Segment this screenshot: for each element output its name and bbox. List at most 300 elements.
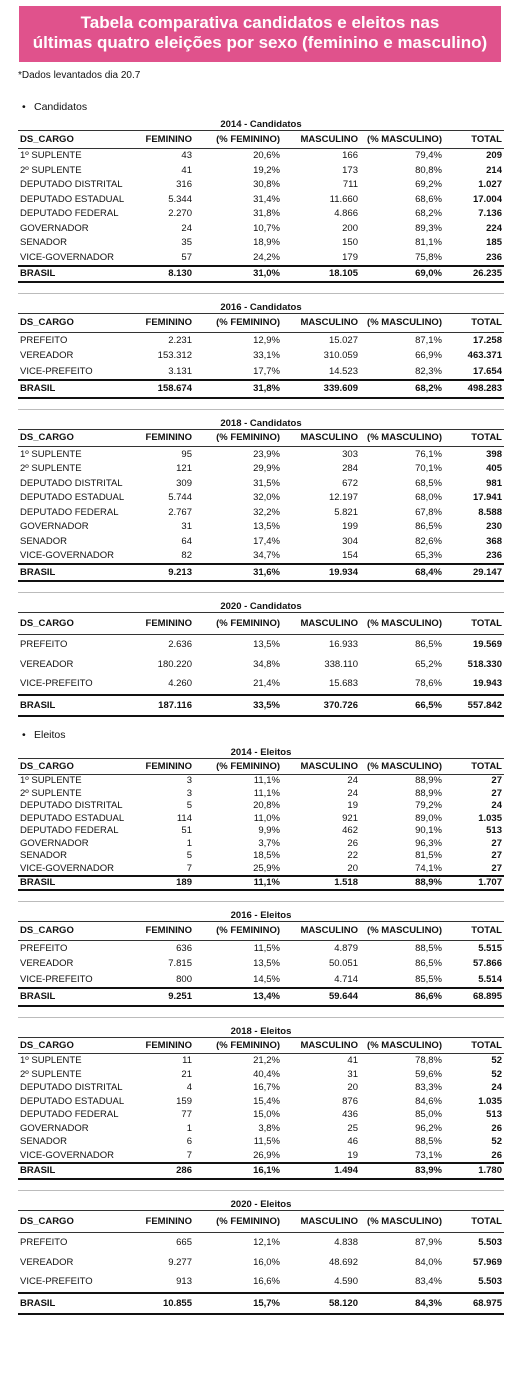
cell-masc: 5.821 [334,506,358,518]
cell-pfem: 17,7% [253,365,280,377]
cell-fem: 95 [181,448,192,460]
cell-cargo: DEPUTADO FEDERAL [20,825,119,837]
cell-pfem: 11,0% [253,812,280,824]
header-row [18,430,504,447]
cell-pmasc: 79,4% [415,150,442,162]
cell-masc: 921 [342,812,358,824]
column-header-cargo: DS_CARGO [18,1038,136,1054]
total-cell-fem: 10.855 [136,1293,194,1315]
column-header-total: TOTAL [444,613,504,635]
table-row [18,1135,504,1149]
cell-pfem: 3,7% [258,837,280,849]
cell-masc: 173 [342,164,358,176]
cell-fem: 2.767 [168,506,192,518]
column-header-total: TOTAL [444,430,504,447]
cell-total: 236 [486,251,502,263]
column-header-masc: MASCULINO [282,1211,360,1233]
total-cell-pmasc: 84,3% [360,1293,444,1315]
column-header-cargo: DS_CARGO [18,759,136,774]
cell-masc: 15.027 [328,334,358,346]
table-row [18,850,504,863]
cell-pmasc: 59,6% [415,1068,442,1080]
table-separator [18,1190,504,1191]
total-cell-pmasc: 86,6% [360,988,444,1006]
cell-fem: 2.270 [168,208,192,220]
column-header-pmasc: (% MASCULINO) [360,430,444,447]
cell-pmasc: 65,3% [415,550,442,562]
total-row-brasil [18,564,504,581]
total-cell-total: 1.707 [444,876,504,891]
cell-pmasc: 68,2% [415,208,442,220]
cell-pfem: 18,5% [253,850,280,862]
cell-masc: 11.660 [329,193,358,205]
column-header-masc: MASCULINO [282,314,360,332]
cell-total: 214 [486,164,502,176]
cell-fem: 35 [181,237,192,249]
table-row [18,520,504,535]
header-row [18,613,504,635]
table-row [18,825,504,838]
data-table [18,302,504,399]
cell-pmasc: 88,9% [415,787,442,799]
cell-pfem: 24,2% [253,251,280,263]
cell-fem: 665 [176,1237,192,1249]
table-separator [18,592,504,593]
cell-total: 185 [486,237,502,249]
cell-pfem: 19,2% [253,164,280,176]
table-row [18,332,504,348]
header-row [18,922,504,940]
cell-fem: 121 [176,463,192,475]
table-row [18,1122,504,1136]
cell-cargo: VICE-PREFEITO [20,1276,93,1288]
cell-fem: 77 [181,1109,192,1121]
total-cell-pfem: 16,1% [194,1163,282,1179]
total-row-brasil [18,1163,504,1179]
cell-masc: 41 [347,1055,358,1067]
cell-masc: 4.590 [334,1276,358,1288]
column-header-pmasc: (% MASCULINO) [360,922,444,940]
cell-pmasc: 82,3% [415,365,442,377]
title-banner [19,6,501,62]
cell-fem: 82 [181,550,192,562]
cell-fem: 636 [176,942,192,954]
total-row-brasil [18,380,504,398]
table-row [18,491,504,506]
cell-pmasc: 76,1% [415,448,442,460]
column-header-pmasc: (% MASCULINO) [360,613,444,635]
cell-total: 5.514 [478,973,502,985]
cell-pfem: 25,9% [253,862,280,874]
column-header-cargo: DS_CARGO [18,922,136,940]
section-label: Eleitos [34,729,66,741]
column-header-total: TOTAL [444,922,504,940]
total-cell-masc: 19.934 [282,564,360,581]
cell-cargo: DEPUTADO ESTADUAL [20,193,125,205]
cell-pmasc: 96,3% [415,837,442,849]
cell-cargo: DEPUTADO ESTADUAL [20,1095,125,1107]
cell-pmasc: 83,4% [415,1276,442,1288]
total-cell-pmasc: 68,2% [360,380,444,398]
cell-total: 24 [491,800,502,812]
cell-masc: 4.879 [334,942,358,954]
cell-total: 52 [491,1136,502,1148]
cell-cargo: 1º SUPLENTE [20,448,82,460]
cell-masc: 24 [347,787,358,799]
cell-pmasc: 68,0% [415,492,442,504]
table-row [18,348,504,364]
cell-total: 5.515 [478,942,502,954]
total-cell-cargo: BRASIL [18,695,136,717]
column-header-fem: FEMININO [136,1038,194,1054]
cell-total: 209 [486,150,502,162]
column-header-pmasc: (% MASCULINO) [360,131,444,148]
table-separator [18,293,504,294]
cell-fem: 57 [181,251,192,263]
cell-cargo: GOVERNADOR [20,222,89,234]
cell-pfem: 14,5% [253,973,280,985]
table-row [18,364,504,381]
cell-cargo: GOVERNADOR [20,521,89,533]
cell-pmasc: 80,8% [415,164,442,176]
table-title: 2014 - Eleitos [18,747,504,759]
cell-cargo: PREFEITO [20,1237,68,1249]
cell-fem: 5.744 [168,492,192,504]
cell-pfem: 32,2% [253,506,280,518]
cell-total: 57.866 [472,958,502,970]
table-separator [18,409,504,410]
cell-total: 52 [491,1055,502,1067]
table-row [18,250,504,266]
header-row [18,1211,504,1233]
cell-masc: 46 [347,1136,358,1148]
table-row [18,462,504,477]
table-row [18,655,504,675]
column-header-pfem: (% FEMININO) [194,613,282,635]
data-table [18,747,504,891]
column-header-fem: FEMININO [136,922,194,940]
cell-pfem: 31,8% [253,208,280,220]
cell-masc: 462 [342,825,358,837]
cell-total: 26 [491,1122,502,1134]
table-row [18,534,504,549]
cell-masc: 4.838 [334,1237,358,1249]
column-header-pfem: (% FEMININO) [194,1038,282,1054]
cell-total: 24 [491,1082,502,1094]
table-row [18,812,504,825]
total-row-brasil [18,266,504,283]
cell-cargo: 2º SUPLENTE [20,1068,82,1080]
cell-total: 398 [486,448,502,460]
cell-pmasc: 88,5% [415,1136,442,1148]
column-header-cargo: DS_CARGO [18,430,136,447]
cell-pmasc: 79,2% [415,800,442,812]
cell-cargo: VICE-GOVERNADOR [20,1149,114,1161]
table-row [18,1081,504,1095]
column-header-pmasc: (% MASCULINO) [360,759,444,774]
cell-pfem: 29,9% [253,463,280,475]
cell-masc: 310.059 [323,350,358,362]
cell-pmasc: 96,2% [415,1122,442,1134]
cell-cargo: DEPUTADO DISTRITAL [20,1082,123,1094]
cell-cargo: SENADOR [20,1136,67,1148]
total-cell-pmasc: 83,9% [360,1163,444,1179]
total-cell-fem: 8.130 [136,266,194,283]
cell-total: 19.569 [472,639,502,651]
cell-pmasc: 81,5% [415,850,442,862]
total-cell-pmasc: 66,5% [360,695,444,717]
cell-pfem: 10,7% [253,222,280,234]
table-row [18,1108,504,1122]
column-header-masc: MASCULINO [282,430,360,447]
table-row [18,956,504,972]
table-row [18,236,504,251]
cell-pmasc: 86,5% [415,639,442,651]
column-header-fem: FEMININO [136,613,194,635]
cell-pfem: 26,9% [253,1149,280,1161]
cell-cargo: VICE-PREFEITO [20,365,93,377]
cell-pmasc: 85,0% [415,1109,442,1121]
header-row [18,759,504,774]
table-row [18,1233,504,1253]
cell-fem: 9.277 [168,1256,192,1268]
table-row [18,674,504,695]
cell-fem: 180.220 [157,658,192,670]
table-title: 2020 - Eleitos [18,1199,504,1211]
title-line-1: Tabela comparativa candidatos e eleitos nas [80,13,440,32]
cell-fem: 2.231 [168,334,192,346]
cell-masc: 4.714 [334,973,358,985]
cell-total: 27 [491,862,502,874]
cell-cargo: PREFEITO [20,942,68,954]
cell-fem: 7 [186,862,192,874]
cell-pfem: 18,9% [253,237,280,249]
table-row [18,862,504,876]
total-row-brasil [18,988,504,1006]
total-cell-fem: 9.251 [136,988,194,1006]
total-cell-masc: 339.609 [282,380,360,398]
total-cell-cargo: BRASIL [18,1293,136,1315]
cell-fem: 5 [186,850,192,862]
data-table [18,418,504,582]
cell-pmasc: 66,9% [415,350,442,362]
cell-cargo: PREFEITO [20,334,68,346]
cell-masc: 150 [342,237,358,249]
cell-masc: 20 [347,862,358,874]
total-cell-total: 557.842 [444,695,504,717]
table-row [18,972,504,989]
total-cell-pmasc: 68,4% [360,564,444,581]
cell-masc: 4.866 [334,208,358,220]
cell-pmasc: 85,5% [415,973,442,985]
cell-fem: 114 [176,812,192,824]
cell-masc: 19 [347,800,358,812]
cell-pfem: 13,5% [253,521,280,533]
table-row [18,1253,504,1273]
cell-pmasc: 78,8% [415,1055,442,1067]
cell-total: 57.969 [472,1256,502,1268]
cell-pfem: 32,0% [253,492,280,504]
column-header-cargo: DS_CARGO [18,613,136,635]
cell-cargo: SENADOR [20,237,67,249]
table-title: 2018 - Eleitos [18,1026,504,1038]
cell-pfem: 12,9% [253,334,280,346]
cell-fem: 24 [181,222,192,234]
cell-total: 17.654 [472,365,502,377]
cell-masc: 711 [342,179,358,191]
total-cell-pfem: 33,5% [194,695,282,717]
cell-pmasc: 65,2% [415,658,442,670]
column-header-cargo: DS_CARGO [18,131,136,148]
cell-pmasc: 86,5% [415,958,442,970]
cell-cargo: 2º SUPLENTE [20,164,82,176]
cell-cargo: 1º SUPLENTE [20,775,82,787]
total-cell-total: 29.147 [444,564,504,581]
cell-masc: 876 [342,1095,358,1107]
column-header-pmasc: (% MASCULINO) [360,1038,444,1054]
cell-fem: 4.260 [168,678,192,690]
table-row [18,800,504,813]
table-row [18,192,504,207]
cell-pfem: 20,6% [253,150,280,162]
column-header-pfem: (% FEMININO) [194,759,282,774]
cell-pmasc: 89,3% [415,222,442,234]
total-cell-pfem: 11,1% [194,876,282,891]
total-cell-cargo: BRASIL [18,266,136,283]
column-header-total: TOTAL [444,314,504,332]
cell-pfem: 11,1% [253,787,280,799]
table-row [18,447,504,462]
table-row [18,837,504,850]
column-header-pfem: (% FEMININO) [194,430,282,447]
column-header-pfem: (% FEMININO) [194,314,282,332]
column-header-masc: MASCULINO [282,613,360,635]
cell-cargo: VEREADOR [20,1256,74,1268]
table-row [18,774,504,787]
cell-cargo: VICE-GOVERNADOR [20,550,114,562]
total-cell-masc: 18.105 [282,266,360,283]
cell-total: 368 [486,535,502,547]
cell-pmasc: 84,0% [415,1256,442,1268]
cell-pmasc: 88,9% [415,775,442,787]
total-cell-cargo: BRASIL [18,876,136,891]
total-cell-masc: 1.518 [282,876,360,891]
cell-pfem: 20,8% [253,800,280,812]
cell-fem: 1 [186,837,192,849]
table-row [18,1068,504,1082]
section-heading-candidatos [22,101,520,113]
cell-pfem: 17,4% [253,535,280,547]
cell-total: 518.330 [467,658,502,670]
cell-pmasc: 87,9% [415,1237,442,1249]
cell-pfem: 33,1% [253,350,280,362]
table-row [18,505,504,520]
table-row [18,635,504,655]
cell-pfem: 21,2% [253,1055,280,1067]
cell-cargo: 2º SUPLENTE [20,787,82,799]
table-title: 2016 - Candidatos [18,302,504,314]
cell-total: 7.136 [478,208,502,220]
cell-fem: 3 [186,775,192,787]
cell-pfem: 11,5% [253,942,280,954]
header-row [18,131,504,148]
column-header-pmasc: (% MASCULINO) [360,1211,444,1233]
bullet-icon: • [22,101,26,113]
cell-total: 513 [486,1109,502,1121]
total-row-brasil [18,876,504,891]
total-cell-pmasc: 69,0% [360,266,444,283]
cell-masc: 12.197 [328,492,358,504]
total-cell-cargo: BRASIL [18,988,136,1006]
cell-cargo: SENADOR [20,535,67,547]
cell-cargo: VEREADOR [20,958,74,970]
cell-fem: 5 [186,800,192,812]
total-cell-cargo: BRASIL [18,1163,136,1179]
cell-fem: 800 [176,973,192,985]
column-header-pmasc: (% MASCULINO) [360,314,444,332]
cell-cargo: DEPUTADO DISTRITAL [20,179,123,191]
cell-cargo: DEPUTADO ESTADUAL [20,812,125,824]
cell-pfem: 3,8% [258,1122,280,1134]
total-cell-masc: 58.120 [282,1293,360,1315]
cell-fem: 21 [181,1068,192,1080]
table-title: 2016 - Eleitos [18,910,504,922]
column-header-total: TOTAL [444,759,504,774]
cell-cargo: GOVERNADOR [20,1122,89,1134]
cell-total: 236 [486,550,502,562]
cell-cargo: VEREADOR [20,658,74,670]
column-header-pfem: (% FEMININO) [194,922,282,940]
cell-pmasc: 81,1% [415,237,442,249]
cell-fem: 31 [181,521,192,533]
cell-masc: 26 [347,837,358,849]
cell-masc: 15.683 [328,678,358,690]
cell-pmasc: 90,1% [415,825,442,837]
data-table [18,910,504,1007]
total-cell-masc: 370.726 [282,695,360,717]
cell-cargo: DEPUTADO ESTADUAL [20,492,125,504]
total-cell-total: 68.895 [444,988,504,1006]
cell-fem: 153.312 [157,350,192,362]
cell-cargo: SENADOR [20,850,67,862]
header-row [18,314,504,332]
cell-total: 27 [491,837,502,849]
total-row-brasil [18,1293,504,1315]
table-separator [18,1017,504,1018]
cell-total: 5.503 [478,1276,502,1288]
cell-masc: 166 [342,150,358,162]
cell-pmasc: 89,0% [415,812,442,824]
total-cell-pfem: 13,4% [194,988,282,1006]
cell-masc: 672 [342,477,358,489]
table-row [18,163,504,178]
total-row-brasil [18,695,504,717]
column-header-fem: FEMININO [136,314,194,332]
cell-fem: 3 [186,787,192,799]
table-row [18,178,504,193]
column-header-masc: MASCULINO [282,1038,360,1054]
cell-pfem: 31,5% [253,477,280,489]
cell-fem: 316 [176,179,192,191]
cell-pfem: 31,4% [253,193,280,205]
cell-pmasc: 84,6% [415,1095,442,1107]
column-header-fem: FEMININO [136,759,194,774]
cell-masc: 338.110 [324,658,358,670]
total-cell-pfem: 15,7% [194,1293,282,1315]
cell-pmasc: 88,5% [415,942,442,954]
cell-masc: 154 [342,550,358,562]
table-title: 2018 - Candidatos [18,418,504,430]
